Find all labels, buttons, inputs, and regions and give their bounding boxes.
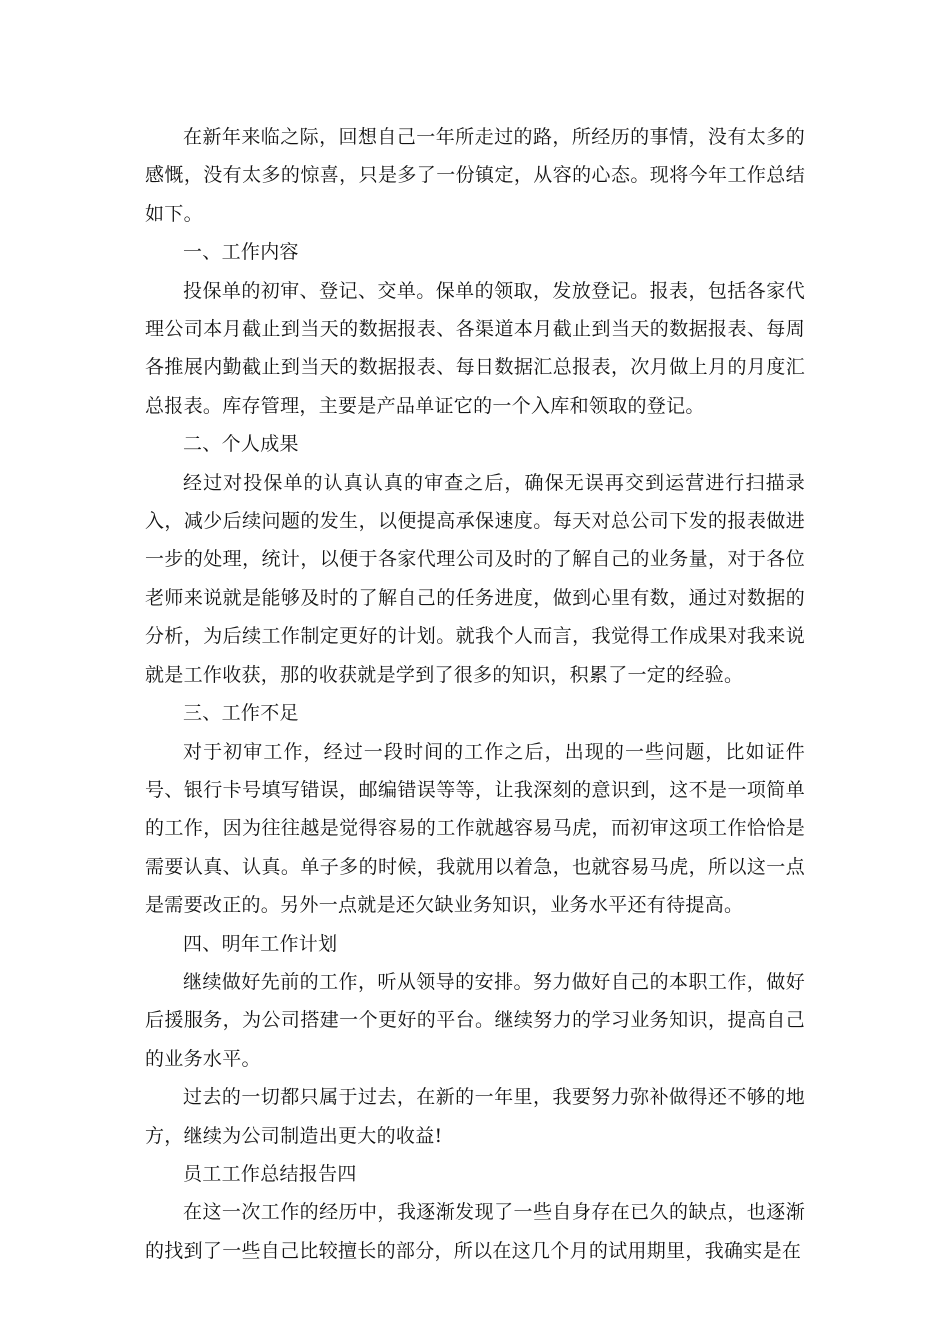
heading-work-content: 一、工作内容 <box>183 241 299 264</box>
heading-next-year-plan: 四、明年工作计划 <box>183 932 338 955</box>
paragraph-personal-results: 经过对投保单的认真认真的审查之后，确保无误再交到运营进行扫描录入，减少后续问题的发生，以便提高承保速度。每天对总公司下发的报表做进一步的处理，统计，以便于各家代理公司及时的了解自己的业务量，对于各位老师来说就是能够及时的了解自己的任务进度，做到心里有数，通过对数据的分析，为后续工作制定更好的计划。就我个人而言，我觉得工作成果对我来说就是工作收获，那的收获就是学到了很多的知识，积累了一定的经验。 <box>145 471 805 686</box>
paragraph-report-four: 在这一次工作的经历中，我逐渐发现了一些自身存在已久的缺点，也逐渐的找到了一些自己比较擅长的部分，所以在这几个月的试用期里，我确实是在 <box>145 1201 805 1262</box>
paragraph-next-year-plan: 继续做好先前的工作，听从领导的安排。努力做好自己的本职工作，做好后援服务，为公司搭建一个更好的平台。继续努力的学习业务知识，提高自己的业务水平。 <box>145 970 805 1070</box>
paragraph-work-content: 投保单的初审、登记、交单。保单的领取，发放登记。报表，包括各家代理公司本月截止到当天的数据报表、各渠道本月截止到当天的数据报表、每周各推展内勤截止到当天的数据报表、每日数据汇总报表，次月做上月的月度汇总报表。库存管理，主要是产品单证它的一个入库和领取的登记。 <box>145 279 805 417</box>
heading-report-four: 员工工作总结报告四 <box>183 1162 357 1185</box>
paragraph-closing: 过去的一切都只属于过去，在新的一年里，我要努力弥补做得还不够的地方，继续为公司制造出更大的收益! <box>145 1086 805 1147</box>
document-body <box>145 118 805 1270</box>
heading-personal-results: 二、个人成果 <box>183 433 299 456</box>
paragraph-shortcomings: 对于初审工作，经过一段时间的工作之后，出现的一些问题，比如证件号、银行卡号填写错误，邮编错误等等，让我深刻的意识到，这不是一项简单的工作，因为往往越是觉得容易的工作就越容易马虎，而初审这项工作恰恰是需要认真、认真。单子多的时候，我就用以着急，也就容易马虎，所以这一点是需要改正的。另外一点就是还欠缺业务知识，业务水平还有待提高。 <box>145 740 805 917</box>
heading-shortcomings: 三、工作不足 <box>183 702 299 725</box>
paragraph-intro: 在新年来临之际，回想自己一年所走过的路，所经历的事情，没有太多的感慨，没有太多的惊喜，只是多了一份镇定，从容的心态。现将今年工作总结如下。 <box>145 126 805 225</box>
